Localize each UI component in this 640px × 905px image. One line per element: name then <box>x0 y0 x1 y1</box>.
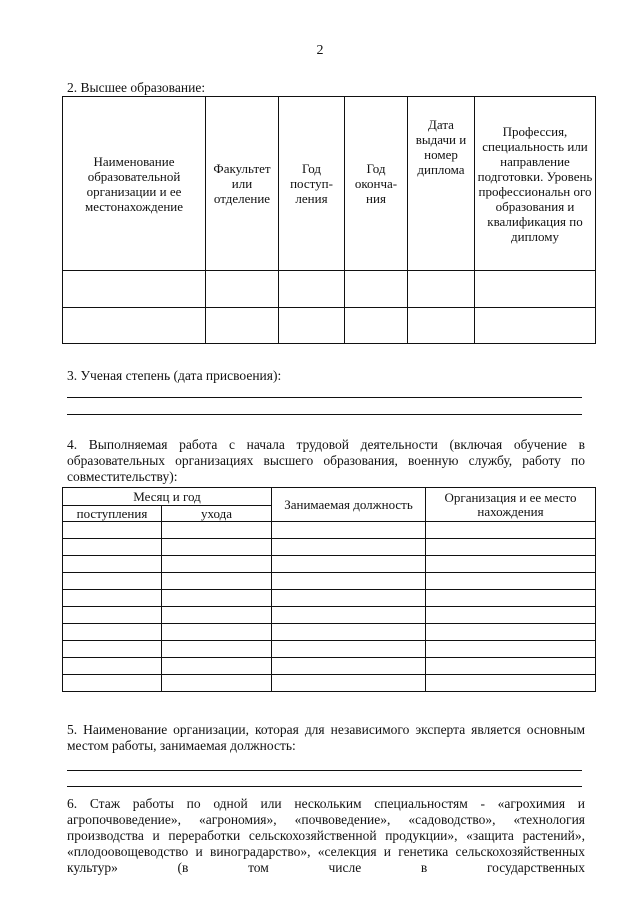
table-cell[interactable] <box>426 658 596 675</box>
table-row <box>63 607 596 624</box>
table-cell[interactable] <box>279 308 345 344</box>
col-end: ухода <box>162 506 272 522</box>
table-cell[interactable] <box>162 539 272 556</box>
table-row <box>63 556 596 573</box>
table-cell[interactable] <box>426 590 596 607</box>
table-cell[interactable] <box>272 573 426 590</box>
table-cell[interactable] <box>162 675 272 692</box>
section-3-heading: 3. Ученая степень (дата присвоения): <box>67 368 282 383</box>
table-cell[interactable] <box>63 675 162 692</box>
table-cell[interactable] <box>63 641 162 658</box>
table-cell[interactable] <box>475 308 596 344</box>
table-cell[interactable] <box>63 522 162 539</box>
table-cell[interactable] <box>162 607 272 624</box>
table-cell[interactable] <box>63 573 162 590</box>
table-cell[interactable] <box>63 607 162 624</box>
table-row <box>63 658 596 675</box>
table-row <box>63 641 596 658</box>
table-cell[interactable] <box>162 573 272 590</box>
table-row <box>63 624 596 641</box>
table-row <box>63 675 596 692</box>
education-table-header <box>63 97 596 271</box>
col-graduation-year: Год оконча-ния <box>345 97 408 271</box>
col-profession-specialty: Профессия, специальность или направление подготовки. Уровень профессиональн ого образования и квалификация по диплому <box>475 97 596 271</box>
table-cell[interactable] <box>162 658 272 675</box>
col-start: поступления <box>63 506 162 522</box>
work-history-table <box>62 487 596 692</box>
table-cell[interactable] <box>63 624 162 641</box>
table-cell[interactable] <box>162 590 272 607</box>
col-faculty: Факультет или отделение <box>206 97 279 271</box>
table-cell[interactable] <box>272 641 426 658</box>
fill-line[interactable] <box>67 414 582 415</box>
education-table <box>62 96 596 344</box>
col-month-year: Месяц и год <box>63 488 272 506</box>
table-row <box>63 308 596 344</box>
table-cell[interactable] <box>272 624 426 641</box>
fill-line[interactable] <box>67 786 582 787</box>
table-cell[interactable] <box>206 308 279 344</box>
table-cell[interactable] <box>162 641 272 658</box>
table-cell[interactable] <box>426 539 596 556</box>
table-cell[interactable] <box>206 271 279 308</box>
table-cell[interactable] <box>162 556 272 573</box>
col-institution-name: Наименование образовательной организации и ее местонахождение <box>63 97 206 271</box>
table-row <box>63 271 596 308</box>
table-cell[interactable] <box>63 308 206 344</box>
table-cell[interactable] <box>272 590 426 607</box>
table-cell[interactable] <box>272 607 426 624</box>
section-4-text: 4. Выполняемая работа с начала трудовой деятельности (включая обучение в образовательных организациях высшего образования, военную службу, работу по совместительству): <box>67 437 585 484</box>
table-cell[interactable] <box>426 556 596 573</box>
table-cell[interactable] <box>426 607 596 624</box>
table-cell[interactable] <box>272 522 426 539</box>
work-table-header-row <box>63 488 596 506</box>
table-row <box>63 522 596 539</box>
table-cell[interactable] <box>63 271 206 308</box>
table-cell[interactable] <box>345 308 408 344</box>
table-cell[interactable] <box>272 675 426 692</box>
table-cell[interactable] <box>426 641 596 658</box>
table-cell[interactable] <box>345 271 408 308</box>
page-number: 2 <box>316 43 324 58</box>
table-cell[interactable] <box>162 522 272 539</box>
table-cell[interactable] <box>63 590 162 607</box>
section-6-text: 6. Стаж работы по одной или нескольким специальностям - «агрохимия и агропочвоведение», «агрономия», «почвоведение», «садоводство», «технология производства и переработки сельскохозяйственной продукции», «защита растений», «плодоовощеводство и виноградарство», «селекция и генетика сельскохозяйственных культур» (в том числе в государственных <box>67 796 585 875</box>
section-2-heading: 2. Высшее образование: <box>67 80 206 95</box>
table-cell[interactable] <box>272 658 426 675</box>
col-position: Занимаемая должность <box>272 488 426 522</box>
col-diploma-date-number: Дата выдачи и номер диплома <box>408 97 475 271</box>
table-cell[interactable] <box>272 556 426 573</box>
table-cell[interactable] <box>426 522 596 539</box>
table-cell[interactable] <box>272 539 426 556</box>
table-row <box>63 590 596 607</box>
fill-line[interactable] <box>67 770 582 771</box>
table-row <box>63 573 596 590</box>
table-cell[interactable] <box>426 624 596 641</box>
table-cell[interactable] <box>63 539 162 556</box>
table-cell[interactable] <box>408 308 475 344</box>
table-cell[interactable] <box>426 675 596 692</box>
table-cell[interactable] <box>408 271 475 308</box>
table-cell[interactable] <box>426 573 596 590</box>
table-cell[interactable] <box>63 556 162 573</box>
col-admission-year: Год поступ-ления <box>279 97 345 271</box>
table-cell[interactable] <box>475 271 596 308</box>
table-cell[interactable] <box>162 624 272 641</box>
col-organization-location: Организация и ее место нахождения <box>426 488 596 522</box>
table-row <box>63 539 596 556</box>
table-cell[interactable] <box>63 658 162 675</box>
fill-line[interactable] <box>67 397 582 398</box>
section-5-text: 5. Наименование организации, которая для независимого эксперта является основным местом работы, занимаемая должность: <box>67 722 585 753</box>
table-cell[interactable] <box>279 271 345 308</box>
